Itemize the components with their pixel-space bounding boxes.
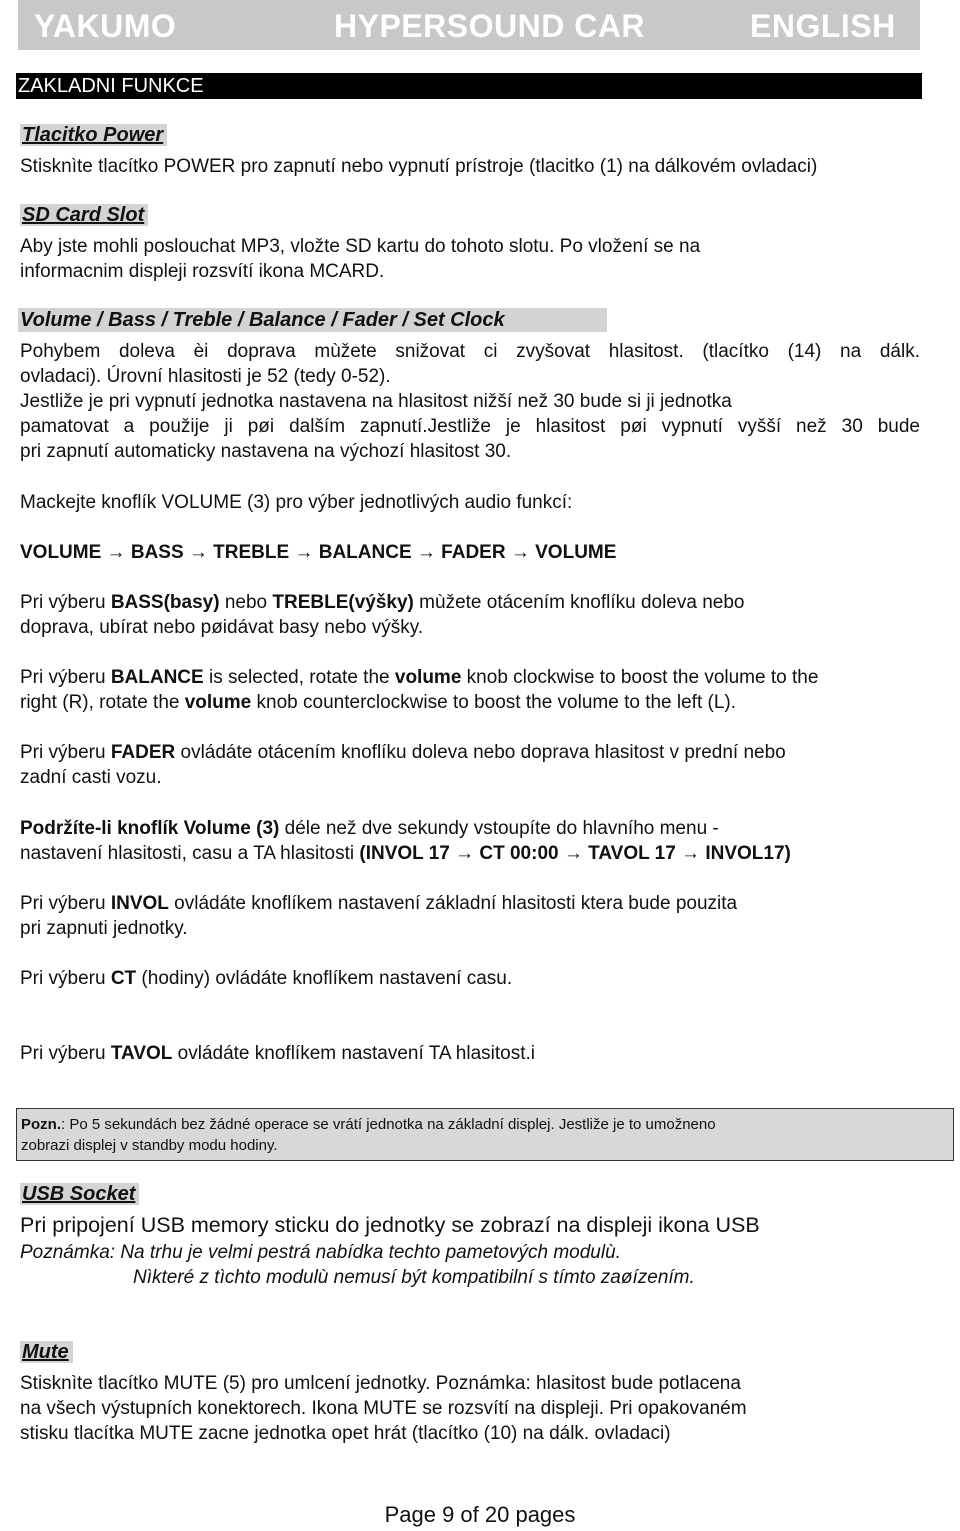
note-line-2: zobrazi displej v standby modu hodiny.	[21, 1137, 278, 1154]
header-product: HYPERSOUND CAR	[334, 8, 646, 44]
volume-select-text: Mackejte knoflík VOLUME (3) pro výber jednotlivých audio funkcí:	[20, 492, 573, 513]
note-line-1: Pozn.: Po 5 sekundách bez žádné operace se vrátí jednotka na základní displej. Jestliže je to umožneno	[21, 1116, 716, 1133]
note-box	[16, 1108, 954, 1161]
volume-text-1: Pohybem doleva èi doprava mùžete snižovat ci zvyšovat hlasitost. (tlacítko (14) na dálk.	[20, 341, 920, 362]
ct-text: Pri výberu CT (hodiny) ovládáte knoflíkem nastavení casu.	[20, 968, 513, 989]
sdcard-text-2: informacnim displeji rozsvítí ikona MCARD.	[20, 261, 385, 282]
hold-text-2: nastavení hlasitosti, casu a TA hlasitosti (INVOL 17 → CT 00:00 → TAVOL 17 → INVOL17)	[20, 843, 791, 864]
invol-text-2: pri zapnuti jednotky.	[20, 918, 188, 939]
mute-heading: Mute	[20, 1341, 73, 1363]
bass-text-2: doprava, ubírat nebo pøidávat basy nebo výšky.	[20, 617, 424, 638]
mute-text-2: na všech výstupních konektorech. Ikona MUTE se rozsvítí na displeji. Pri opakovaném	[20, 1398, 747, 1419]
invol-text-1: Pri výberu INVOL ovládáte knoflíkem nastavení základní hlasitosti ktera bude pouzita	[20, 893, 738, 914]
mute-text-3: stisku tlacítka MUTE zacne jednotka opet hrát (tlacítko (10) na dálk. ovladaci)	[20, 1423, 671, 1444]
volume-text-3: Jestliže je pri vypnutí jednotka nastavena na hlasitost nižší než 30 bude si ji jednotka	[20, 391, 732, 412]
power-text: Stisknìte tlacítko POWER pro zapnutí nebo vypnutí prístroje (tlacitko (1) na dálkovém ovladaci)	[20, 156, 818, 177]
header-brand: YAKUMO	[34, 8, 177, 44]
balance-text-2: right (R), rotate the volume knob counterclockwise to boost the volume to the left (L).	[20, 692, 737, 713]
fader-text-2: zadní casti vozu.	[20, 767, 162, 788]
usb-note-2: Nìkteré z tìchto modulù nemusí být kompatibilní s tímto zaøízením.	[133, 1267, 695, 1288]
volume-heading: Volume / Bass / Treble / Balance / Fader / Set Clock	[18, 308, 607, 332]
function-sequence: VOLUME → BASS → TREBLE → BALANCE → FADER → VOLUME	[20, 542, 617, 563]
bass-text-1: Pri výberu BASS(basy) nebo TREBLE(výšky) mùžete otácením knoflíku doleva nebo	[20, 592, 745, 613]
hold-text-1: Podržíte-li knoflík Volume (3) déle než dve sekundy vstoupíte do hlavního menu -	[20, 818, 719, 839]
sdcard-text-1: Aby jste mohli poslouchat MP3, vložte SD kartu do tohoto slotu. Po vložení se na	[20, 236, 701, 257]
page-footer: Page 9 of 20 pages	[384, 1502, 576, 1527]
section-title: ZAKLADNI FUNKCE	[16, 73, 922, 99]
volume-text-2: ovladaci). Úrovní hlasitosti je 52 (tedy 0-52).	[20, 366, 391, 387]
balance-text-1: Pri výberu BALANCE is selected, rotate the volume knob clockwise to boost the volume to the	[20, 667, 819, 688]
volume-text-5: pri zapnutí automaticky nastavena na výchozí hlasitost 30.	[20, 441, 512, 462]
page-header	[18, 0, 920, 50]
power-heading: Tlacitko Power	[20, 124, 167, 146]
header-language: ENGLISH	[750, 8, 896, 44]
fader-text-1: Pri výberu FADER ovládáte otácením knoflíku doleva nebo doprava hlasitost v prední nebo	[20, 742, 786, 763]
volume-text-4: pamatovat a použije ji pøi dalším zapnutí.Jestliže je hlasitost pøi vypnutí vyšší než 30 bude	[20, 416, 920, 437]
sdcard-heading: SD Card Slot	[20, 204, 148, 226]
usb-text-1: Pri pripojení USB memory sticku do jednotky se zobrazí na displeji ikona USB	[20, 1213, 760, 1237]
tavol-text: Pri výberu TAVOL ovládáte knoflíkem nastavení TA hlasitost.i	[20, 1043, 535, 1064]
usb-heading: USB Socket	[20, 1183, 139, 1205]
mute-text-1: Stisknìte tlacítko MUTE (5) pro umlcení jednotky. Poznámka: hlasitost bude potlacena	[20, 1373, 741, 1394]
usb-note-1: Poznámka: Na trhu je velmi pestrá nabídka techto pametových modulù.	[20, 1242, 621, 1263]
